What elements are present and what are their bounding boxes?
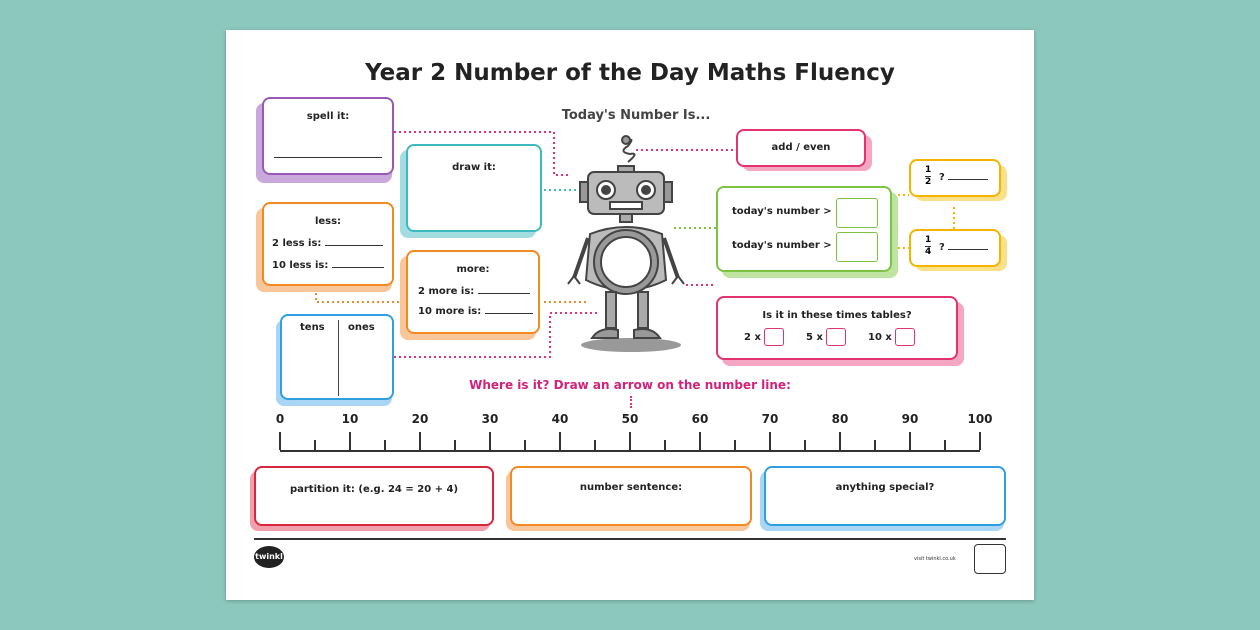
worksheet	[226, 30, 1034, 600]
major-tick	[769, 432, 771, 450]
number-line-instruction: Where is it? Draw an arrow on the number line:	[469, 378, 791, 392]
anything-special-label: anything special?	[835, 482, 935, 493]
two-less-label: 2 less is:	[272, 238, 322, 249]
tick-label: 0	[275, 412, 285, 426]
draw-it-label: draw it:	[452, 162, 496, 173]
tick-label: 60	[691, 412, 709, 426]
spell-it-label: spell it:	[306, 111, 350, 122]
tick-label: 80	[831, 412, 849, 426]
minor-tick	[874, 440, 876, 450]
more-label: more:	[456, 264, 490, 275]
badge-icon	[974, 544, 1006, 574]
compare-label-2: today's number >	[732, 240, 832, 251]
quarter-line	[948, 249, 988, 250]
add-even-box[interactable]	[736, 129, 866, 167]
tick-label: 30	[481, 412, 499, 426]
major-tick	[419, 432, 421, 450]
half-line	[948, 179, 988, 180]
half-question: ?	[939, 172, 945, 183]
quarter-box[interactable]	[909, 229, 1001, 267]
anything-special-box[interactable]	[764, 466, 1006, 526]
times-two-check[interactable]	[764, 328, 784, 346]
two-more-label: 2 more is:	[418, 286, 475, 297]
minor-tick	[734, 440, 736, 450]
ten-more-line	[485, 313, 533, 314]
major-tick	[279, 432, 281, 450]
times-ten-label: 10 x	[868, 332, 892, 343]
ten-more-label: 10 more is:	[418, 306, 482, 317]
compare-answer-2[interactable]	[836, 232, 878, 262]
footer-divider	[254, 538, 1006, 540]
times-two-label: 2 x	[744, 332, 761, 343]
two-more-line	[478, 293, 530, 294]
tick-label: 20	[411, 412, 429, 426]
ones-label: ones	[348, 322, 375, 333]
half-box[interactable]	[909, 159, 1001, 197]
less-box[interactable]	[262, 202, 394, 286]
major-tick	[489, 432, 491, 450]
major-tick	[559, 432, 561, 450]
tick-label: 100	[967, 412, 993, 426]
page-title: Year 2 Number of the Day Maths Fluency	[365, 60, 895, 86]
compare-answer-1[interactable]	[836, 198, 878, 228]
draw-it-box[interactable]	[406, 144, 542, 232]
ten-less-label: 10 less is:	[272, 260, 329, 271]
center-dotted-line	[630, 396, 633, 408]
minor-tick	[384, 440, 386, 450]
twinkl-logo: twinkl	[254, 546, 284, 568]
robot-illustration	[566, 134, 696, 354]
compare-label-1: today's number >	[732, 206, 832, 217]
major-tick	[839, 432, 841, 450]
todays-number-heading: Today's Number Is...	[561, 108, 711, 123]
tick-label: 10	[341, 412, 359, 426]
quarter-fraction: 1 4	[925, 235, 932, 257]
times-ten-check[interactable]	[895, 328, 915, 346]
number-line-axis	[280, 450, 980, 452]
times-tables-box[interactable]	[716, 296, 958, 360]
major-tick	[699, 432, 701, 450]
partition-box[interactable]	[254, 466, 494, 526]
minor-tick	[944, 440, 946, 450]
minor-tick	[594, 440, 596, 450]
half-fraction: 1 2	[925, 165, 932, 187]
times-five-label: 5 x	[806, 332, 823, 343]
minor-tick	[454, 440, 456, 450]
minor-tick	[314, 440, 316, 450]
quarter-question: ?	[939, 242, 945, 253]
times-five-check[interactable]	[826, 328, 846, 346]
tick-label: 70	[761, 412, 779, 426]
major-tick	[979, 432, 981, 450]
tick-label: 90	[901, 412, 919, 426]
number-sentence-label: number sentence:	[579, 482, 683, 493]
tens-label: tens	[300, 322, 325, 333]
spell-it-box[interactable]	[262, 97, 394, 175]
spell-it-line	[274, 157, 382, 158]
two-less-line	[325, 245, 383, 246]
less-label: less:	[314, 216, 342, 227]
minor-tick	[664, 440, 666, 450]
major-tick	[909, 432, 911, 450]
ten-less-line	[332, 267, 384, 268]
tick-label: 40	[551, 412, 569, 426]
times-tables-label: Is it in these times tables?	[762, 310, 912, 321]
compare-box[interactable]	[716, 186, 892, 272]
number-line[interactable]	[226, 410, 1034, 460]
add-even-label: add / even	[771, 142, 831, 153]
major-tick	[349, 432, 351, 450]
minor-tick	[804, 440, 806, 450]
tick-label: 50	[621, 412, 639, 426]
website-text: visit twinkl.co.uk	[914, 556, 956, 562]
more-box[interactable]	[406, 250, 540, 334]
partition-label: partition it: (e.g. 24 = 20 + 4)	[289, 484, 459, 495]
number-sentence-box[interactable]	[510, 466, 752, 526]
minor-tick	[524, 440, 526, 450]
major-tick	[629, 432, 631, 450]
